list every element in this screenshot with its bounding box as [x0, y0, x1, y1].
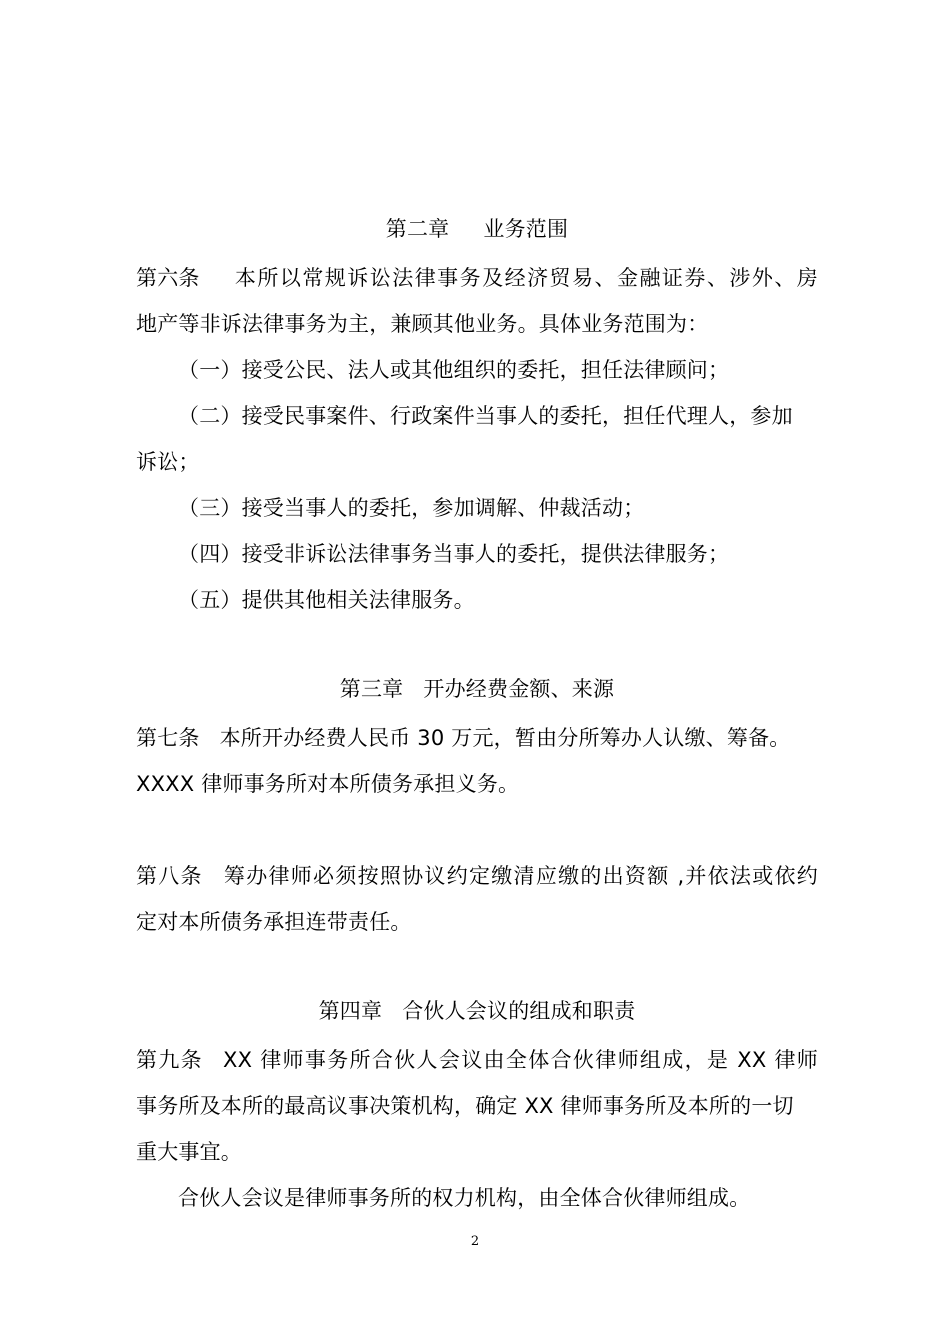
document-body — [136, 209, 818, 1221]
article-paragraph-line: 合伙人会议是律师事务所的权力机构，由全体合伙律师组成。 — [178, 1186, 751, 1210]
article-text: 筹办律师必须按照协议约定缴清应缴的出资额 ,并依法或依约 — [222, 864, 818, 888]
article-paragraph-line: 事务所及本所的最高议事决策机构，确定 XX 律师事务所及本所的一切 — [136, 1094, 794, 1118]
list-item-continuation: 诉讼； — [136, 450, 200, 474]
article-number: 第八条 — [136, 864, 203, 888]
chapter-label: 第三章 — [339, 677, 404, 701]
page-number: 2 — [470, 1234, 480, 1249]
list-item: （三）接受当事人的委托，参加调解、仲裁活动； — [178, 496, 645, 520]
article-paragraph-line: 定对本所债务承担连带责任。 — [136, 910, 412, 934]
chapter-title: 开办经费金额、来源 — [423, 677, 615, 701]
list-item: （五）提供其他相关法律服务。 — [178, 588, 475, 612]
article-text: 本所以常规诉讼法律事务及经济贸易、金融证券、涉外、房 — [233, 266, 818, 290]
chapter-heading — [136, 209, 818, 255]
article-paragraph-line — [136, 715, 818, 761]
chapter-label: 第四章 — [318, 999, 383, 1023]
chapter-title: 合伙人会议的组成和职责 — [402, 999, 636, 1023]
chapter-title: 业务范围 — [483, 217, 569, 241]
article-paragraph-line: 地产等非诉法律事务为主，兼顾其他业务。具体业务范围为： — [136, 312, 709, 336]
article-paragraph-line: 重大事宜。 — [136, 1140, 242, 1164]
article-text: XX 律师事务所合伙人会议由全体合伙律师组成，是 XX 律师 — [223, 1048, 818, 1072]
article-number: 第七条 — [136, 726, 200, 750]
chapter-label: 第二章 — [385, 217, 450, 241]
article-paragraph-line — [136, 853, 818, 899]
article-paragraph-line: XXXX 律师事务所对本所债务承担义务。 — [136, 772, 520, 796]
list-item: （二）接受民事案件、行政案件当事人的委托，担任代理人，参加 — [178, 404, 793, 428]
list-item: （一）接受公民、法人或其他组织的委托，担任法律顾问； — [178, 358, 730, 382]
article-number: 第九条 — [136, 1048, 204, 1072]
list-item: （四）接受非诉讼法律事务当事人的委托，提供法律服务； — [178, 542, 730, 566]
article-paragraph-line — [136, 255, 818, 301]
article-text: 本所开办经费人民币 30 万元，暂由分所筹办人认缴、筹备。 — [219, 726, 791, 750]
chapter-heading — [136, 669, 818, 715]
chapter-heading — [136, 991, 818, 1037]
article-paragraph-line — [136, 1037, 818, 1083]
article-number: 第六条 — [136, 266, 200, 290]
